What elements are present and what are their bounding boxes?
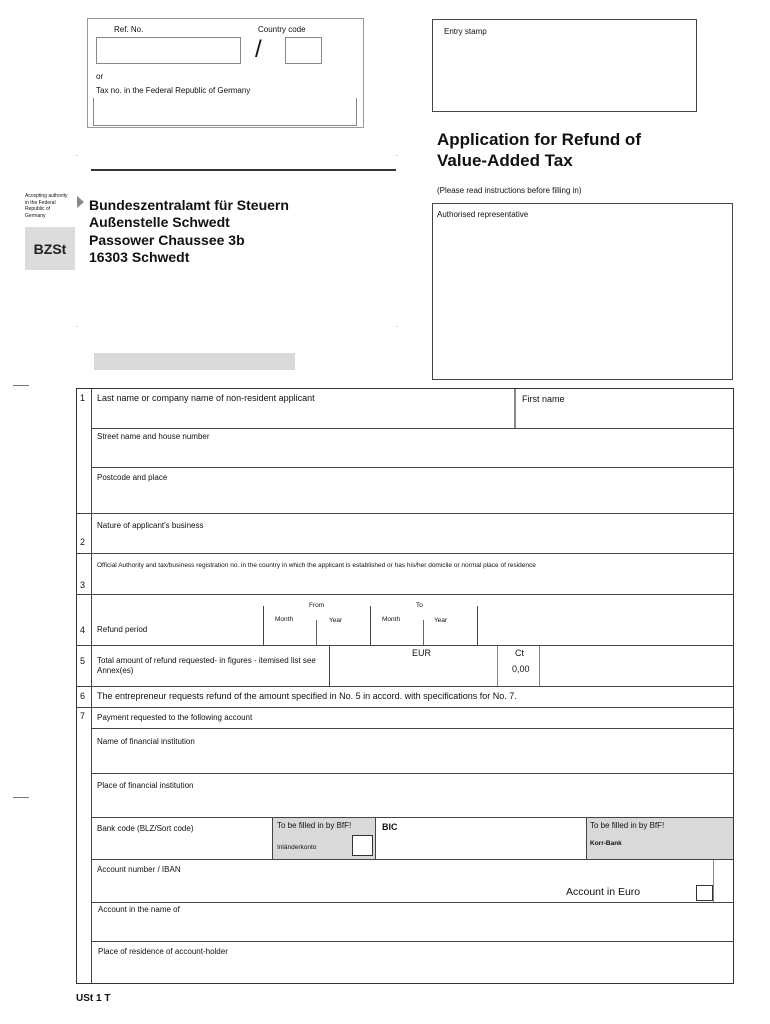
bank-code-label: Bank code (BLZ/Sort code): [97, 824, 194, 833]
address-corner-mark: .: [396, 152, 398, 158]
row-divider: [76, 553, 734, 554]
refund-period-label: Refund period: [97, 625, 148, 634]
business-label: Nature of applicant's business: [97, 521, 204, 530]
eur-label: EUR: [412, 648, 432, 658]
first-name-divider: [514, 389, 516, 428]
bank-divider: [375, 818, 376, 859]
total-amount-label: Total amount of refund requested- in figures - itemised list see Annex(es): [97, 656, 316, 675]
bic-label: BIC: [382, 822, 398, 832]
bff-note-2: To be filled in by BfF!: [590, 821, 665, 830]
fold-mark: [13, 385, 29, 386]
authorised-representative-label: Authorised representative: [437, 210, 529, 219]
residence-input[interactable]: [92, 958, 734, 982]
row-number-5: 5: [80, 656, 86, 666]
authority-name: Bundeszentralamt für Steuern: [89, 197, 289, 213]
row-divider: [92, 728, 734, 729]
financial-place-label: Place of financial institution: [97, 781, 194, 790]
ct-label: Ct: [515, 648, 524, 658]
country-code-input[interactable]: [285, 37, 322, 64]
from-month-input[interactable]: [264, 626, 315, 644]
first-name-input[interactable]: [517, 406, 733, 427]
bzst-logo: [25, 227, 75, 270]
total-divider: [497, 646, 498, 686]
barcode-area: [94, 353, 295, 370]
row-divider: [92, 941, 734, 942]
ref-no-label: Ref. No.: [114, 25, 144, 34]
inlaender-checkbox[interactable]: [352, 835, 373, 856]
slash-separator: /: [255, 36, 262, 63]
ref-no-input[interactable]: [96, 37, 241, 64]
form-code: USt 1 T: [76, 993, 111, 1004]
form-title-line1: Application for Refund of: [437, 130, 641, 149]
inlaender-label: Inländerkonto: [277, 844, 317, 851]
tax-no-label: Tax no. in the Federal Republic of Germany: [96, 86, 251, 95]
bank-divider: [586, 818, 587, 859]
month-label-from: Month: [275, 616, 294, 623]
first-name-label: First name: [522, 394, 565, 404]
bic-input[interactable]: [377, 834, 584, 856]
applicant-name-label: Last name or company name of non-resident applicant: [97, 393, 315, 403]
month-label-to: Month: [382, 616, 401, 623]
to-year-input[interactable]: [424, 626, 476, 644]
year-label-from: Year: [329, 617, 343, 624]
row-divider: [76, 645, 734, 646]
account-number-label: Account number / IBAN: [97, 865, 181, 874]
or-label: or: [96, 72, 104, 81]
accepting-authority-text: Accepting authority in the Federal Republic of Germany: [25, 193, 68, 219]
financial-place-input[interactable]: [92, 792, 734, 814]
form-title-line2: Value-Added Tax: [437, 151, 573, 170]
bzst-logo-text: BZSt: [33, 240, 67, 257]
refund-request-statement: The entrepreneur requests refund of the amount specified in No. 5 in accord. with specifications for No. 7.: [97, 691, 517, 701]
row-divider: [76, 594, 734, 595]
row-divider: [92, 428, 734, 429]
authority-city: 16303 Schwedt: [89, 249, 190, 265]
row-number-6: 6: [80, 691, 86, 701]
official-authority-label: Official Authority and tax/business registration no. in the country in which the applicant is established or has his/her domicile or normal place of residence: [97, 562, 536, 569]
street-label: Street name and house number: [97, 432, 210, 441]
official-authority-input[interactable]: [92, 573, 734, 593]
postcode-input[interactable]: [92, 485, 734, 511]
row-number-7: 7: [80, 711, 86, 721]
row-divider: [76, 686, 734, 687]
address-top-rule: [91, 169, 396, 171]
row-divider: [92, 773, 734, 774]
total-amount-value[interactable]: 0,00: [512, 664, 530, 674]
bff-note-1: To be filled in by BfF!: [277, 821, 352, 830]
row-number-3: 3: [80, 580, 86, 590]
instructions-note: (Please read instructions before filling in): [437, 186, 582, 195]
euro-divider: [713, 860, 714, 902]
row-divider: [92, 902, 734, 903]
total-divider: [329, 646, 330, 686]
row-divider: [76, 513, 734, 514]
row-divider: [92, 859, 734, 860]
postcode-label: Postcode and place: [97, 473, 168, 482]
to-label: To: [416, 602, 423, 609]
period-divider: [477, 606, 478, 645]
account-number-input[interactable]: [92, 876, 562, 898]
arrow-marker-icon: [77, 196, 84, 208]
total-divider: [539, 646, 540, 686]
account-holder-input[interactable]: [92, 916, 734, 940]
entry-stamp-label: Entry stamp: [444, 27, 487, 36]
payment-account-label: Payment requested to the following account: [97, 713, 253, 722]
year-label-to: Year: [434, 617, 448, 624]
authority-street: Passower Chaussee 3b: [89, 232, 245, 248]
row-divider: [76, 707, 734, 708]
tax-no-input[interactable]: [93, 98, 357, 126]
street-input[interactable]: [92, 443, 734, 465]
country-code-label: Country code: [258, 25, 306, 34]
authority-branch: Außenstelle Schwedt: [89, 214, 230, 230]
account-holder-label: Account in the name of: [98, 905, 180, 914]
financial-institution-input[interactable]: [92, 748, 734, 770]
row-number-4: 4: [80, 625, 86, 635]
fold-mark: [13, 797, 29, 798]
bank-divider: [272, 818, 273, 859]
row-divider: [92, 467, 734, 468]
to-month-input[interactable]: [371, 626, 422, 644]
authorised-representative-box[interactable]: [432, 203, 733, 380]
financial-institution-label: Name of financial institution: [97, 737, 195, 746]
address-corner-mark: .: [396, 323, 398, 329]
row-number-2: 2: [80, 537, 86, 547]
from-year-input[interactable]: [317, 626, 369, 644]
korr-bank-label: Korr-Bank: [590, 840, 622, 847]
applicant-name-input[interactable]: [92, 406, 513, 427]
account-in-euro-label: Account in Euro: [566, 886, 641, 898]
row-number-1: 1: [80, 393, 86, 403]
address-corner-mark: .: [76, 323, 78, 329]
from-label: From: [309, 602, 325, 609]
address-corner-mark: .: [76, 152, 78, 158]
residence-label: Place of residence of account-holder: [98, 947, 228, 956]
business-input[interactable]: [92, 531, 734, 551]
account-in-euro-checkbox[interactable]: [696, 885, 713, 901]
bank-code-input[interactable]: [92, 837, 270, 857]
